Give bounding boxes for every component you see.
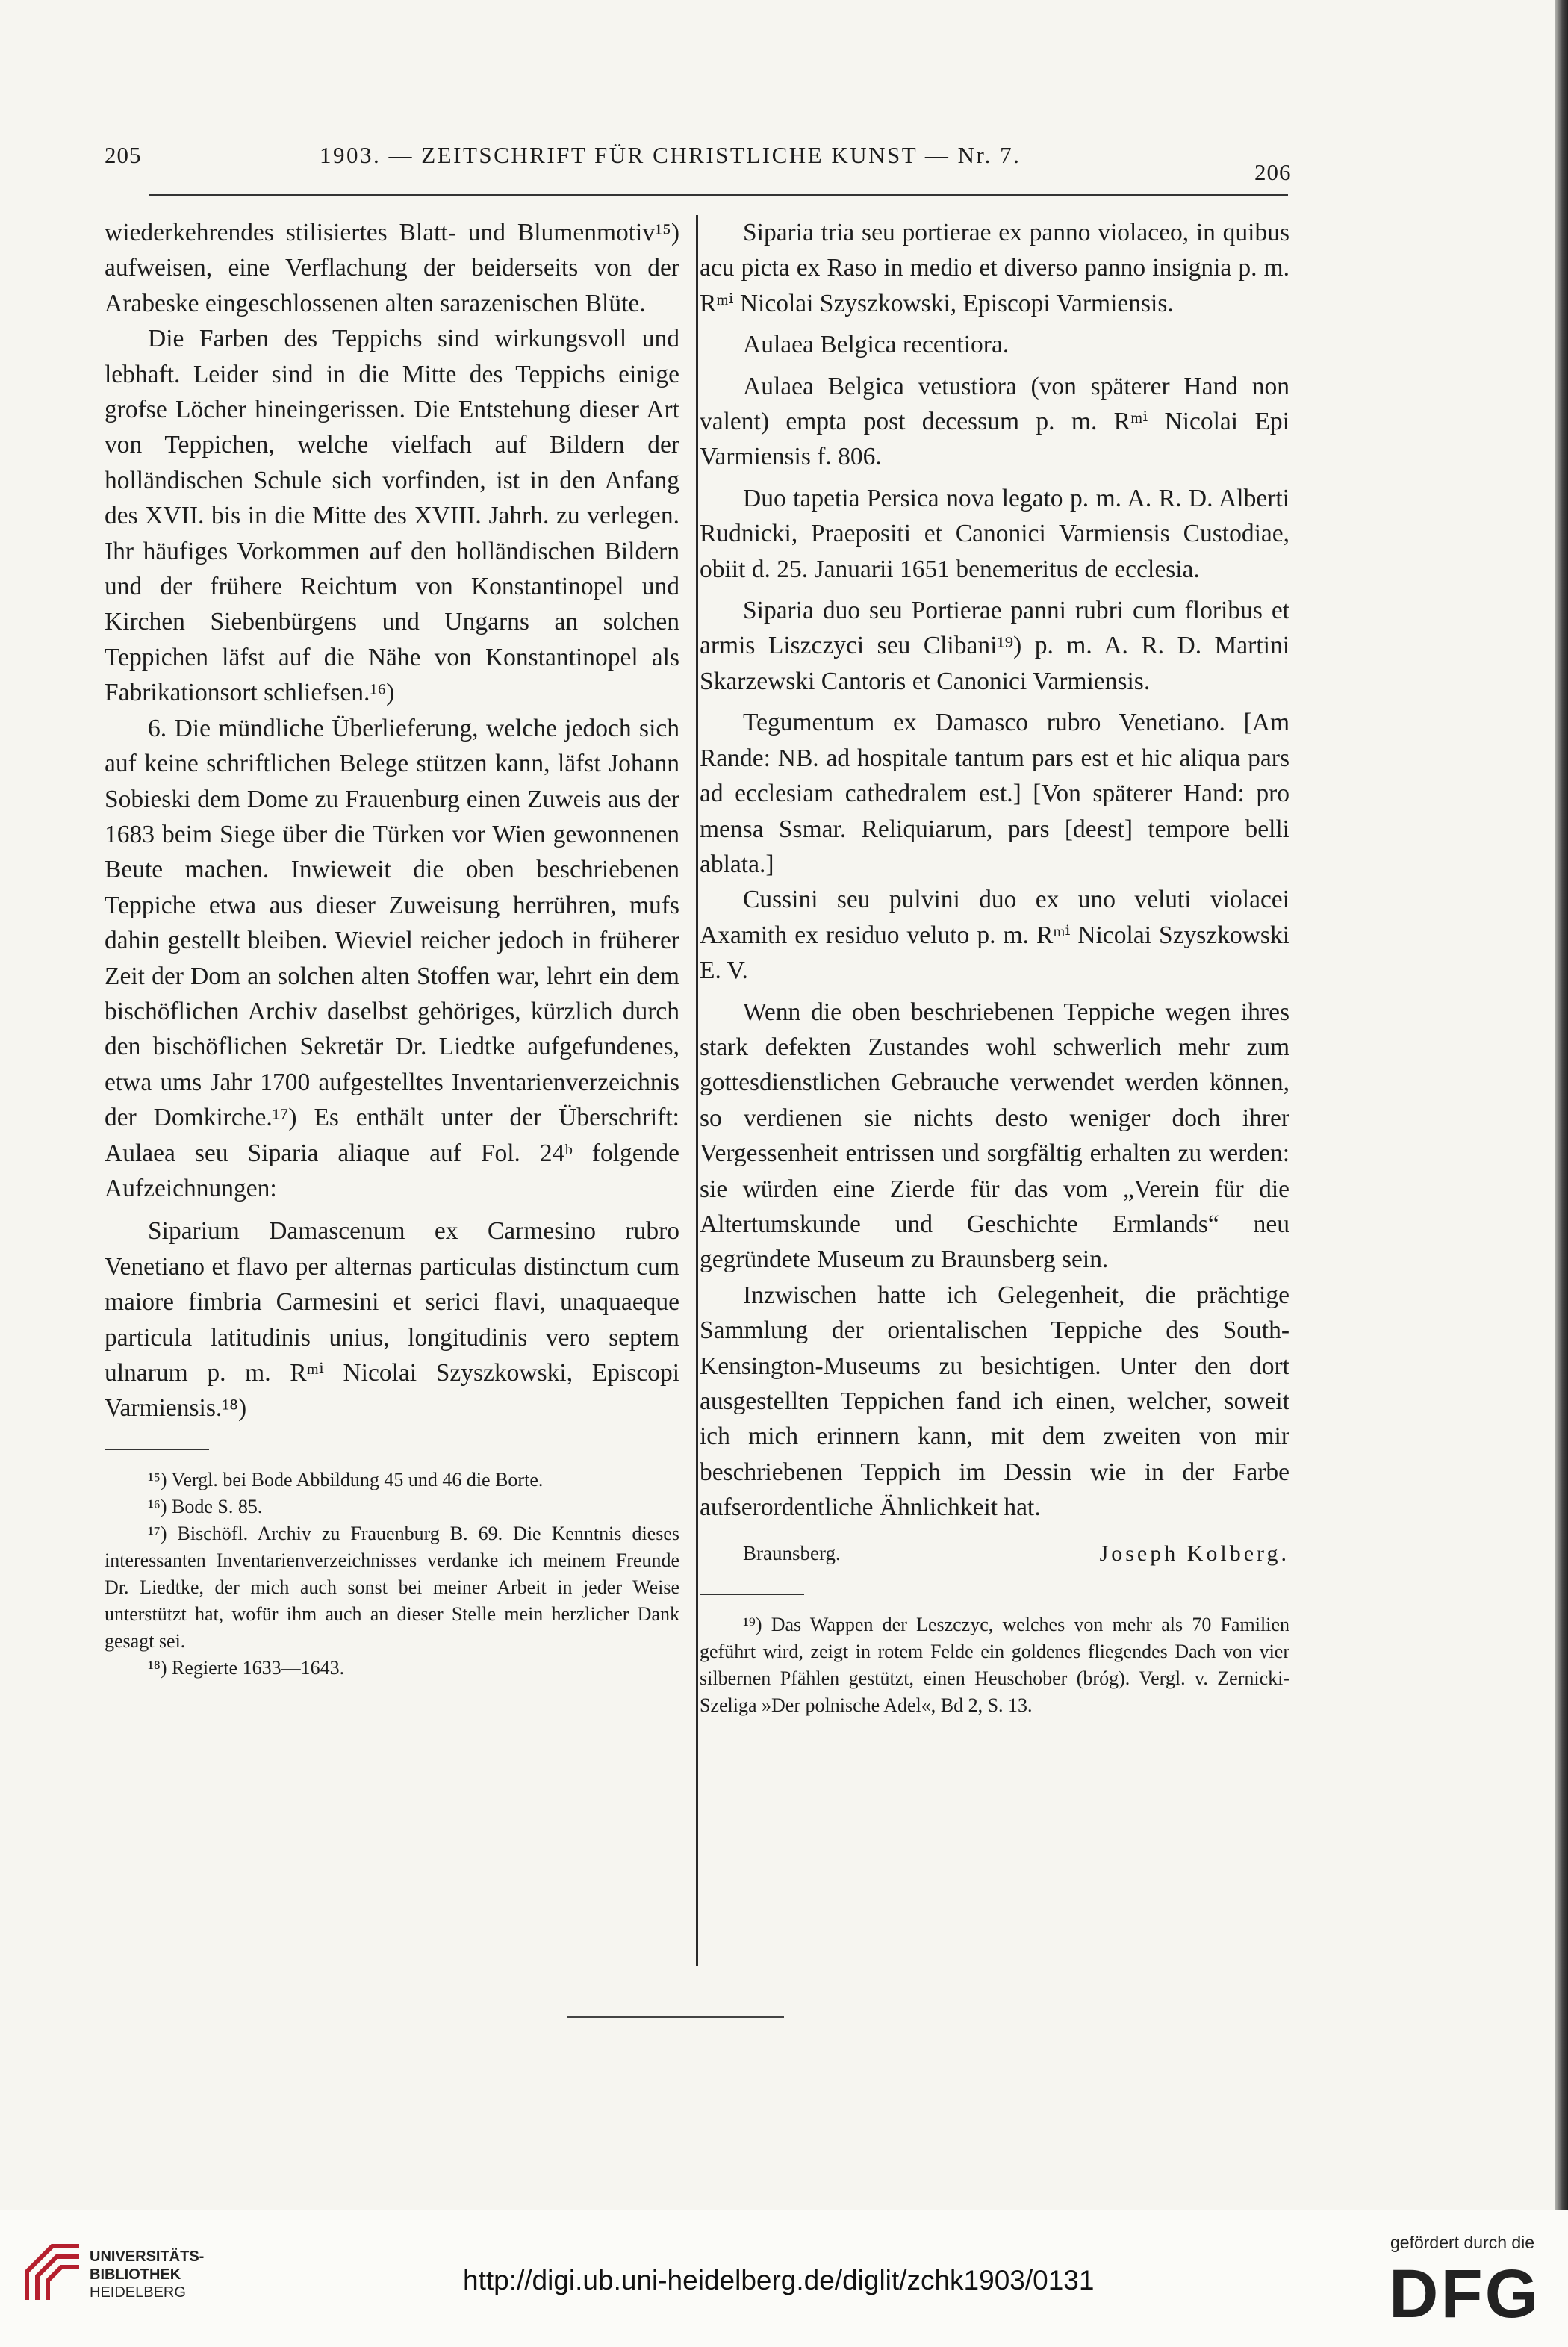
footnote-19: ¹⁹) Das Wappen der Leszczyc, welches von mehr als 70 Familien geführt wird, zeigt in rotem Felde ein goldenes fliegendes Dach von vier silbernen Pfählen gestützt, einen Heuschober (bróg). Vergl. v. Zernicki-Szeliga »Der polnische Adel«, Bd 2, S. 13. [700, 1614, 1289, 1717]
column-separator [696, 215, 698, 1966]
author-name: Joseph Kolberg. [1099, 1541, 1289, 1566]
left-column [105, 215, 679, 1682]
inventory-entry: Aulaea Belgica vetustiora (von späterer Hand non valent) empta post decessum p. m. Rᵐⁱ Nicolai Epi Varmiensis f. 806. [700, 372, 1289, 471]
source-url-link[interactable]: http://digi.ub.uni-heidelberg.de/diglit/zchk1903/0131 [463, 2265, 1095, 2295]
paragraph: Wenn die oben beschriebenen Teppiche wegen ihres stark defekten Zustandes wohl schwerlich mehr zum gottesdienstlichen Gebrauche verwendet werden können, so verdienen sie nichts desto weniger doch ihrer Vergessenheit entrissen und sorgfältig erhalten zu werden: sie würden eine Zierde für das vom „Verein für die Altertumskunde und Geschichte Ermlands“ neu gegründete Museum zu Braunsberg sein. [700, 998, 1289, 1274]
paragraph: Inzwischen hatte ich Gelegenheit, die prächtige Sammlung der orientalischen Teppiche des South-Kensington-Museums zu besichtigen. Unter den dort ausgestellten Teppichen fand ich einen, welcher, soweit ich mich erinnern kann, mit dem zweiten von mir beschriebenen Teppich im Dessin wie in der Farbe aufserordentliche Ähnlichkeit hat. [700, 1281, 1289, 1522]
inventory-entry: Aulaea Belgica recentiora. [743, 331, 1009, 359]
signature-place: Braunsberg. [743, 1541, 841, 1564]
viewer-footer [0, 2210, 1568, 2347]
library-name: UNIVERSITÄTS- BIBLIOTHEK HEIDELBERG [90, 2248, 205, 2301]
footnote-18: ¹⁸) Regierte 1633—1643. [148, 1656, 345, 1679]
inventory-entry: Cussini seu pulvini duo ex uno veluti violacei Axamith ex residuo veluto p. m. Rᵐⁱ Nicolai Szyszkowski E. V. [700, 886, 1289, 985]
footnote-16: ¹⁶) Bode S. 85. [148, 1495, 263, 1517]
paragraph: wiederkehrendes stilisiertes Blatt- und Blumenmotiv¹⁵) aufweisen, eine Verflachung der beiderseits von der Arabeske eingeschlossenen alten sarazenischen Blüte. [105, 219, 679, 317]
end-rule [567, 2016, 784, 2018]
page-number-right: 206 [1254, 159, 1292, 185]
signature-line [700, 1536, 1289, 1571]
page-number-left: 205 [105, 142, 142, 168]
heidelberg-library-logo-icon [22, 2242, 84, 2308]
header-rule [149, 194, 1288, 196]
footnote-17: ¹⁷) Bischöfl. Archiv zu Frauenburg B. 69. Die Kenntnis dieses interessanten Inventarienverzeichnisses verdanke ich meinem Freunde Dr. Liedtke, der mich auch sonst bei meiner Arbeit in jeder Weise unterstützt hat, wofür ihm auch an dieser Stelle mein herzlicher Dank gesagt sei. [105, 1522, 679, 1652]
footnote-15: ¹⁵) Vergl. bei Bode Abbildung 45 und 46 die Borte. [148, 1468, 544, 1490]
footnote-rule [700, 1594, 804, 1595]
dfg-logo: DFG [1389, 2256, 1541, 2332]
footnote-rule [105, 1449, 209, 1450]
inventory-entry: Siparia duo seu Portierae panni rubri cum floribus et armis Liszczyci seu Clibani¹⁹) p. m. A. R. D. Martini Skarzewski Cantoris et Canonici Varmiensis. [700, 597, 1289, 695]
funded-by-label: gefördert durch die [1390, 2233, 1535, 2252]
right-column [700, 215, 1289, 1719]
running-header-title: 1903. — ZEITSCHRIFT FÜR CHRISTLICHE KUNST — Nr. 7. [320, 142, 1021, 168]
inventory-entry: Siparium Damascenum ex Carmesino rubro Venetiano et flavo per alternas particulas distinctum cum maiore fimbria Carmesini et serici flavi, unaquaeque particula latitudinis unius, longitudinis vero septem ulnarum p. m. Rᵐⁱ Nicolai Szyszkowski, Episcopi Varmiensis.¹⁸) [105, 1217, 679, 1423]
paragraph: 6. Die mündliche Überlieferung, welche jedoch sich auf keine schriftlichen Belege stützen kann, läfst Johann Sobieski dem Dome zu Frauenburg einen Zuweis aus der 1683 beim Siege über die Türken vor Wien gewonnenen Beute machen. Inwieweit die oben beschriebenen Teppiche etwa aus dieser Zuweisung herrühren, mufs dahin gestellt bleiben. Wieviel reicher jedoch in früherer Zeit der Dom an solchen alten Stoffen war, lehrt ein dem bischöflichen Archiv daselbst gehöriges, kürzlich durch den bischöflichen Sekretär Dr. Liedtke aufgefundenes, etwa ums Jahr 1700 aufgestelltes Inventarienverzeichnis der Domkirche.¹⁷) Es enthält unter der Überschrift: Aulaea seu Siparia aliaque auf Fol. 24ᵇ folgende Aufzeichnungen: [105, 714, 679, 1202]
inventory-entry: Duo tapetia Persica nova legato p. m. A. R. D. Alberti Rudnicki, Praepositi et Canonici Varmiensis Custodiae, obiit d. 25. Januarii 1651 benemeritus de ecclesia. [700, 484, 1289, 583]
inventory-entry: Siparia tria seu portierae ex panno violaceo, in quibus acu picta ex Raso in medio et diverso panno insignia p. m. Rᵐⁱ Nicolai Szyszkowski, Episcopi Varmiensis. [700, 219, 1289, 317]
paragraph: Die Farben des Teppichs sind wirkungsvoll und lebhaft. Leider sind in die Mitte des Teppichs einige grofse Löcher hineingerissen. Die Entstehung dieser Art von Teppichen, welche vielfach auf Bildern der holländischen Schule sich vorfinden, ist in den Anfang des XVII. bis in die Mitte des XVIII. Jahrh. zu verlegen. Ihr häufiges Vorkommen auf den holländischen Bildern und der frühere Reichtum von Konstantinopel und Kirchen Siebenbürgens und Ungarns an solchen Teppichen läfst auf die Nähe von Konstantinopel als Fabrikationsort schliefsen.¹⁶) [105, 325, 679, 707]
inventory-entry: Tegumentum ex Damasco rubro Venetiano. [Am Rande: NB. ad hospitale tantum pars est et hic aliqua pars ad ecclesiam cathedralem est.] [Von späterer Hand: pro mensa Ssmar. Reliquiarum, pars [deest] tempore belli ablata.] [700, 709, 1289, 878]
scan-edge [1555, 0, 1568, 2210]
